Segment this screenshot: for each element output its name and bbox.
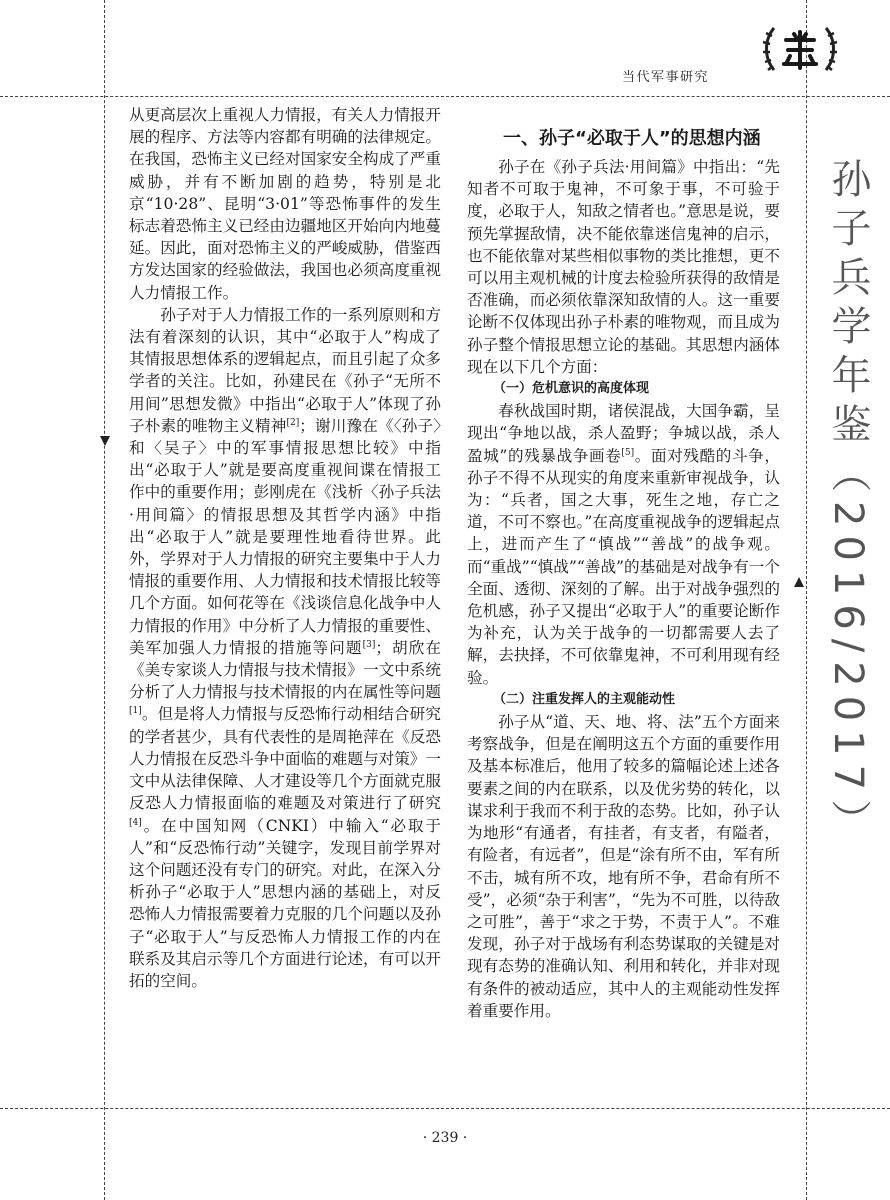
right-dashed-rule xyxy=(806,0,807,1200)
left-dashed-rule xyxy=(104,0,105,1200)
paragraph-text: 。在中国知网（CNKI）中输入“必取于人”和“反恐怖行动”关键字，发现目前学界对这个问题还没有专门的研究。对此，在深入分析孙子“必取于人”思想内涵的基础上，对反恐怖人力情报需要着力克服的几个问题以及孙子“必取于人”与反恐怖人力情报工作的内在联系及其启示等几个方面进行论述，有可以开拓的空间。 xyxy=(129,816,441,990)
bottom-dashed-rule xyxy=(0,1108,890,1109)
page-number: · 239 · xyxy=(422,1130,468,1146)
paragraph xyxy=(129,304,441,992)
journal-name: 当代军事研究 xyxy=(622,70,710,85)
subsection-heading: （一）危机意识的高度体现 xyxy=(493,381,650,397)
right-text-column xyxy=(467,126,780,1022)
citation-ref: [3] xyxy=(362,639,376,650)
paragraph: 孙子在《孙子兵法·用间篇》中指出：“先知者不可取于鬼神，不可象于事，不可验于度，必取于人，知敌之情者也。”意思是说，要预先掌握敌情，决不能依靠迷信鬼神的启示，也不能依靠对某些相似事物的类比推想，更不可以用主观机械的计度去检验所获得的敌情是否准确，而必须依靠深知敌情的人。这一重要论断不仅体现出孙子朴素的唯物观，而且成为孙子整个情报思想立论的基础。其思想内涵体现在以下几个方面： xyxy=(467,158,780,376)
paragraph: 孙子从“道、天、地、将、法”五个方面来考察战争，但是在阐明这五个方面的重要作用及基本标准后，他用了较多的篇幅论述上述各要素之间的内在联系，以及优劣势的转化，以谋求利于我而不利于敌的态势。比如，孙子认为地形“有通者，有挂者，有支者，有隘者，有险者，有远者”，但是“涂有所不由，军有所不击，城有所不攻，地有所不争，君命有所不受”，必须“杂于利害”，“先为不可胜，以待敌之可胜”，善于“求之于势，不责于人”。不难发现，孙子对于战场有利态势谋取的关键是对现有态势的准确认知、利用和转化，并非对现有条件的被动适应，其中人的主观能动性发挥着重要作用。 xyxy=(467,713,780,1020)
top-dashed-rule xyxy=(0,96,890,97)
citation-ref: [2] xyxy=(286,417,300,428)
subsection-heading: （二）注重发挥人的主观能动性 xyxy=(493,691,676,707)
down-arrow-marker xyxy=(100,436,110,446)
paragraph-text: ；胡欣在《美专家谈人力情报与技术情报》一文中系统分析了人力情报与技术情报的内在属性等问题 xyxy=(129,638,441,702)
citation-ref: [4] xyxy=(129,817,142,828)
paragraph-text: 。但是将人力情报与反恐怖行动相结合研究的学者甚少，具有代表性的是周艳萍在《反恐人力情报在反恐斗争中面临的难题与对策》一文中从法律保障、人才建设等几个方面就克服反恐人力情报面临的难题及对策进行了研究 xyxy=(129,705,441,813)
citation-ref: [1] xyxy=(129,706,142,717)
left-text-column xyxy=(129,104,441,992)
paragraph-text: ；谢川豫在《〈孙子〉和〈吴子〉中的军事情报思想比较》中指出“必取于人”就是要高度重视间谍在情报工作中的重要作用；彭刚虎在《浅析〈孙子兵法·用间篇〉的情报思想及其哲学内涵》中指出“必取于人”就是要理性地看待世界。此外，学界对于人力情报的研究主要集中于人力情报的重要作用、人力情报和技术情报比较等几个方面。如何花等在《浅谈信息化战争中人力情报的作用》中分析了人力情报的重要性、美军加强人力情报的措施等问题 xyxy=(129,416,441,657)
paragraph: 从更高层次上重视人力情报，有关人力情报开展的程序、方法等内容都有明确的法律规定。在我国，恐怖主义已经对国家安全构成了严重威胁，并有不断加剧的趋势，特别是北京“10·28”、昆明“3·01”等恐怖事件的发生标志着恐怖主义已经由边疆地区开始向内地蔓延。因此，面对恐怖主义的严峻威胁，借鉴西方发达国家的经验做法，我国也必须高度重视人力情报工作。 xyxy=(129,106,441,302)
paragraph-text: 。面对残酷的斗争，孙子不得不从现实的角度来重新审视战争，认为：“兵者，国之大事，死生之地，存亡之道，不可不察也。”在高度重视战争的逻辑起点上，进而产生了“慎战”“善战”的战争观。而“重战”“慎战”“善战”的基础是对战争有一个全面、透彻、深刻的了解。出于对战争强烈的危机感，孙子又提出“必取于人”的重要论断作为补充，认为关于战争的一切都需要人去了解，去抉择，不可依靠鬼神，不可利用现有经验。 xyxy=(467,446,780,687)
up-arrow-marker xyxy=(794,577,804,587)
section-heading: 一、孙子“必取于人”的思想内涵 xyxy=(503,128,761,149)
sunzi-emblem-icon xyxy=(760,18,840,82)
paragraph-text: 春秋战国时期，诸侯混战，大国争霸，呈现出“争地以战，杀人盈野；争城以战，杀人盈城”的残暴战争画卷 xyxy=(467,402,780,465)
citation-ref: [5] xyxy=(621,447,635,458)
paragraph-text: 孙子对于人力情报工作的一系列原则和方法有着深刻的认识，其中“必取于人”构成了其情报思想体系的逻辑起点，而且引起了众多学者的关注。比如，孙建民在《孙子“无所不用间”思想发微》中指出“必取于人”体现了孙子朴素的唯物主义精神 xyxy=(129,305,441,435)
yearbook-side-title: 孙子兵学年鉴（2016/2017） xyxy=(825,158,871,849)
paragraph xyxy=(467,400,780,689)
